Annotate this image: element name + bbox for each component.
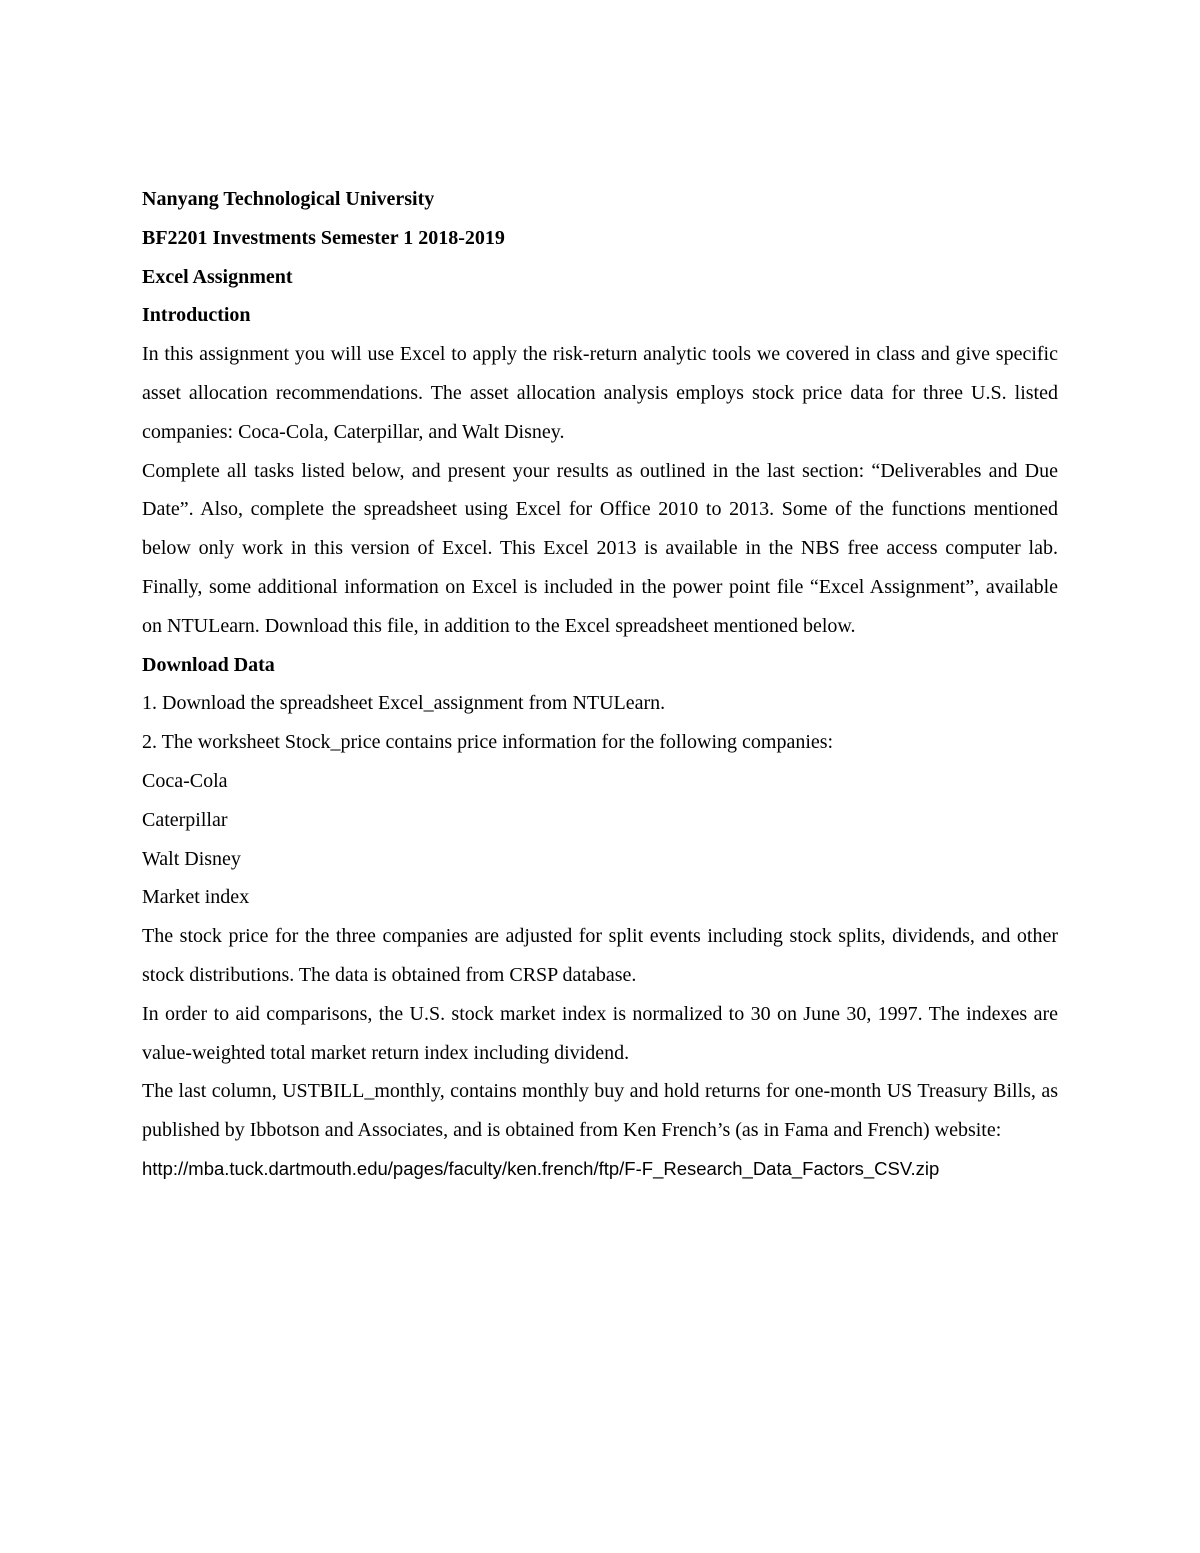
tbill-paragraph: The last column, USTBILL_monthly, contains monthly buy and hold returns for one-month US Treasury Bills, as published by Ibbotson and Associates, and is obtained from Ken French’s (as in Fama and French) website: [142, 1080, 1058, 1142]
company-caterpillar: Caterpillar [142, 808, 228, 831]
download-step-2: 2. The worksheet Stock_price contains price information for the following companies: [142, 731, 834, 754]
introduction-paragraph-1: In this assignment you will use Excel to apply the risk-return analytic tools we covered in class and give specific asset allocation recommendations. The asset allocation analysis employs stock price data for three U.S. listed companies: Coca-Cola, Caterpillar, and Walt Disney. [142, 343, 1058, 443]
company-coca-cola: Coca-Cola [142, 769, 228, 792]
market-index: Market index [142, 886, 250, 909]
course-title: BF2201 Investments Semester 1 2018-2019 [142, 226, 505, 249]
download-step-1: 1. Download the spreadsheet Excel_assignment from NTULearn. [142, 692, 666, 715]
assignment-title: Excel Assignment [142, 265, 293, 288]
market-index-paragraph: In order to aid comparisons, the U.S. stock market index is normalized to 30 on June 30, 1997. The indexes are value-weighted total market return index including dividend. [142, 1002, 1058, 1064]
data-source-url: http://mba.tuck.dartmouth.edu/pages/faculty/ken.french/ftp/F-F_Research_Data_Factors_CSV.zip [142, 1157, 940, 1179]
adjusted-price-paragraph: The stock price for the three companies are adjusted for split events including stock splits, dividends, and other stock distributions. The data is obtained from CRSP database. [142, 925, 1058, 986]
document-body [142, 180, 1058, 1189]
university-name: Nanyang Technological University [142, 188, 435, 210]
introduction-paragraph-2: Complete all tasks listed below, and present your results as outlined in the last section: “Deliverables and Due Date”. Also, complete the spreadsheet using Excel for Office 2010 to 2013. Some of the functions mentioned below only work in this version of Excel. This Excel 2013 is available in the NBS free access computer lab. Finally, some additional information on Excel is included in the power point file “Excel Assignment”, available on NTULearn. Download this file, in addition to the Excel spreadsheet mentioned below. [142, 459, 1058, 637]
introduction-heading: Introduction [142, 304, 251, 327]
download-data-heading: Download Data [142, 653, 275, 676]
company-walt-disney: Walt Disney [142, 847, 241, 870]
